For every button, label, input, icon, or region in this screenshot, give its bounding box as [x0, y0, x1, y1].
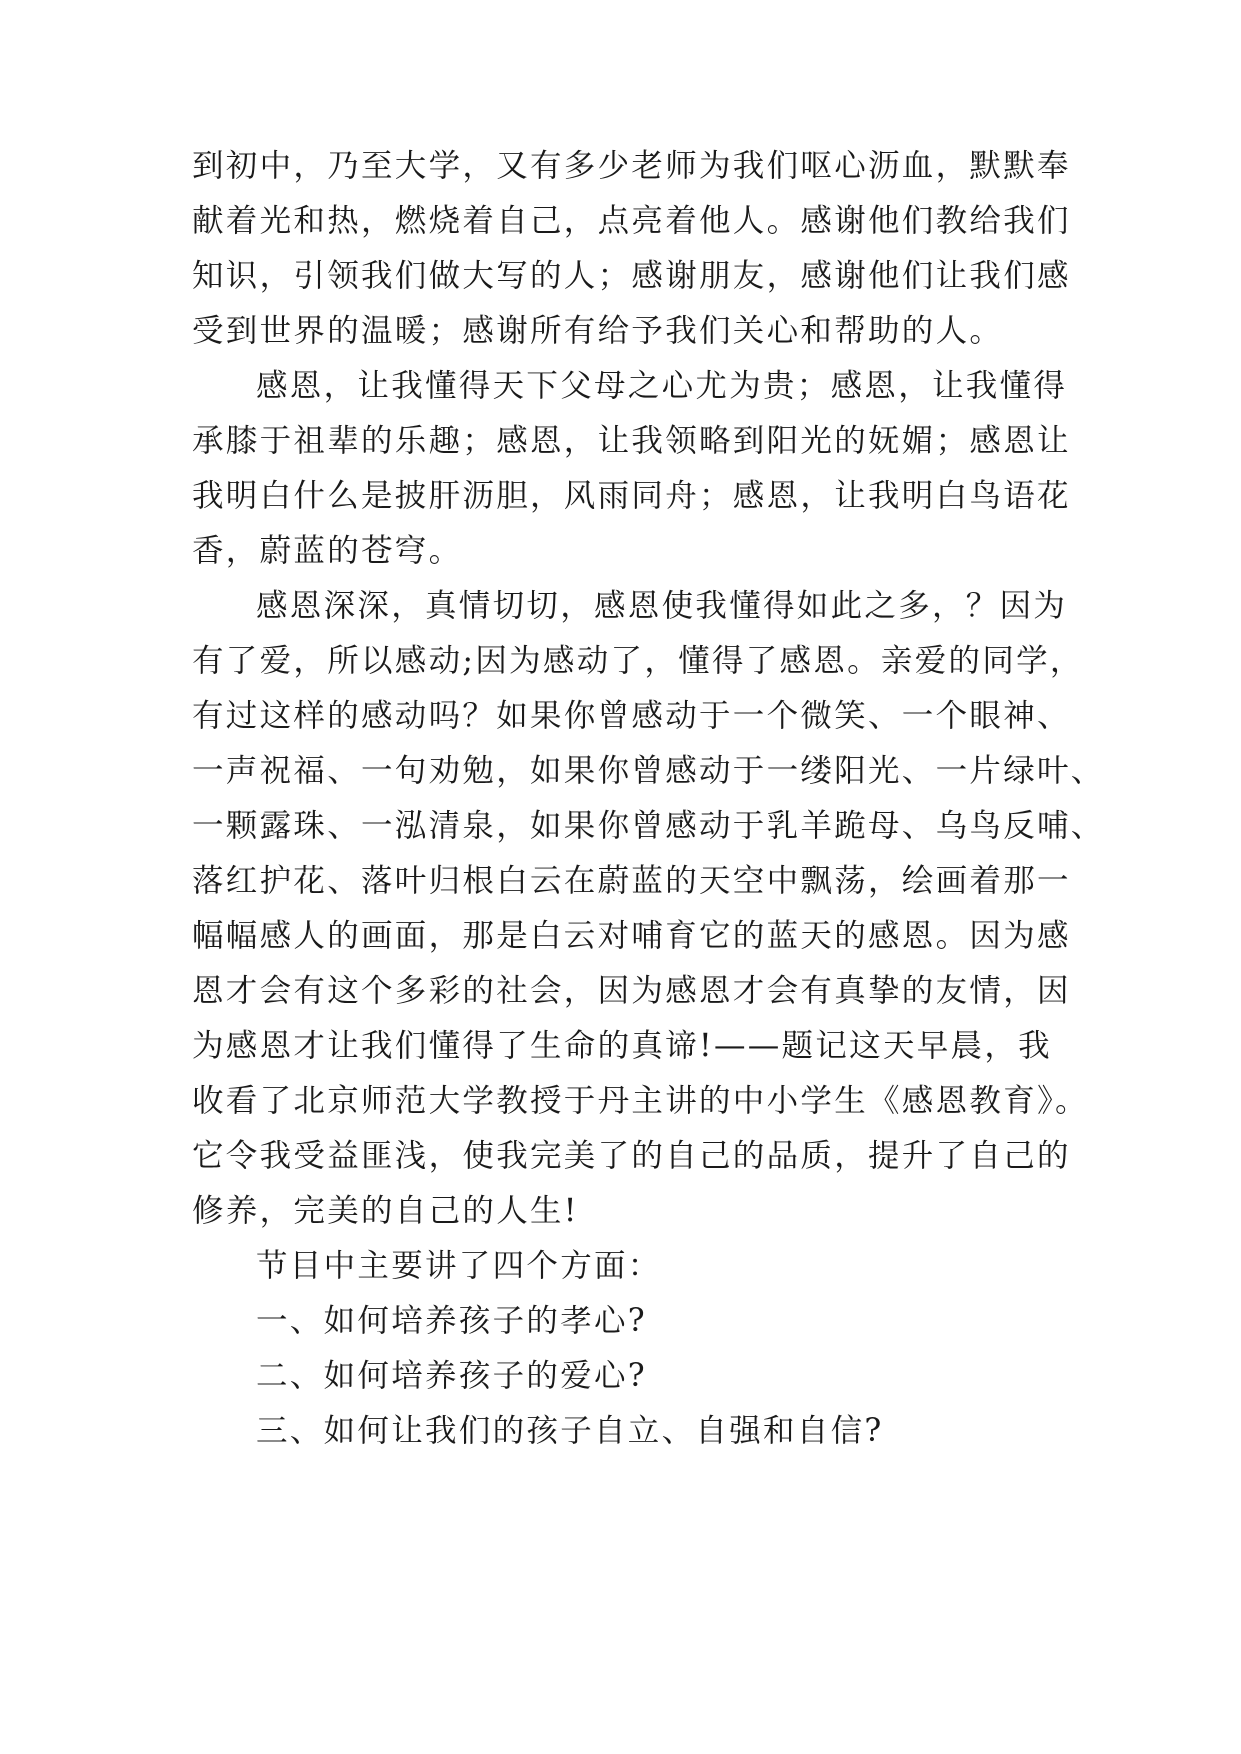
- text-line: 落红护花、落叶归根白云在蔚蓝的天空中飘荡，绘画着那一: [192, 863, 1071, 899]
- paragraph-start-line: 节目中主要讲了四个方面：: [256, 1248, 662, 1284]
- text-line: 到初中，乃至大学，又有多少老师为我们呕心沥血，默默奉: [192, 148, 1071, 184]
- text-line: 有了爱，所以感动;因为感动了，懂得了感恩。亲爱的同学，: [192, 643, 1084, 679]
- text-line: 承膝于祖辈的乐趣；感恩，让我领略到阳光的妩媚；感恩让: [192, 423, 1071, 459]
- text-line: 一颗露珠、一泓清泉，如果你曾感动于乳羊跪母、乌鸟反哺、: [192, 808, 1105, 844]
- text-line: 为感恩才让我们懂得了生命的真谛!——题记这天早晨，我: [192, 1028, 1052, 1064]
- list-item: 一、如何培养孩子的孝心?: [256, 1303, 647, 1339]
- text-line: 受到世界的温暖；感谢所有给予我们关心和帮助的人。: [192, 313, 1004, 349]
- text-line: 它令我受益匪浅，使我完美了的自己的品质，提升了自己的: [192, 1138, 1071, 1174]
- list-item: 二、如何培养孩子的爱心?: [256, 1358, 647, 1394]
- text-line: 恩才会有这个多彩的社会，因为感恩才会有真挚的友情，因: [192, 973, 1071, 1009]
- text-line: 献着光和热，燃烧着自己，点亮着他人。感谢他们教给我们: [192, 203, 1071, 239]
- paragraph-start-line: 感恩深深，真情切切，感恩使我懂得如此之多，？因为: [256, 588, 1068, 624]
- text-line: 我明白什么是披肝沥胆，风雨同舟；感恩，让我明白鸟语花: [192, 478, 1071, 514]
- text-line: 知识，引领我们做大写的人；感谢朋友，感谢他们让我们感: [192, 258, 1071, 294]
- text-line: 幅幅感人的画面，那是白云对哺育它的蓝天的感恩。因为感: [192, 918, 1071, 954]
- text-line: 香，蔚蓝的苍穹。: [192, 533, 463, 569]
- list-item: 三、如何让我们的孩子自立、自强和自信?: [256, 1413, 884, 1449]
- text-line: 收看了北京师范大学教授于丹主讲的中小学生《感恩教育》。: [192, 1083, 1089, 1119]
- text-line: 有过这样的感动吗？如果你曾感动于一个微笑、一个眼神、: [192, 698, 1071, 734]
- paragraph-start-line: 感恩，让我懂得天下父母之心尤为贵；感恩，让我懂得: [256, 368, 1068, 404]
- text-line: 一声祝福、一句劝勉，如果你曾感动于一缕阳光、一片绿叶、: [192, 753, 1105, 789]
- text-line: 修养，完美的自己的人生!: [192, 1193, 579, 1229]
